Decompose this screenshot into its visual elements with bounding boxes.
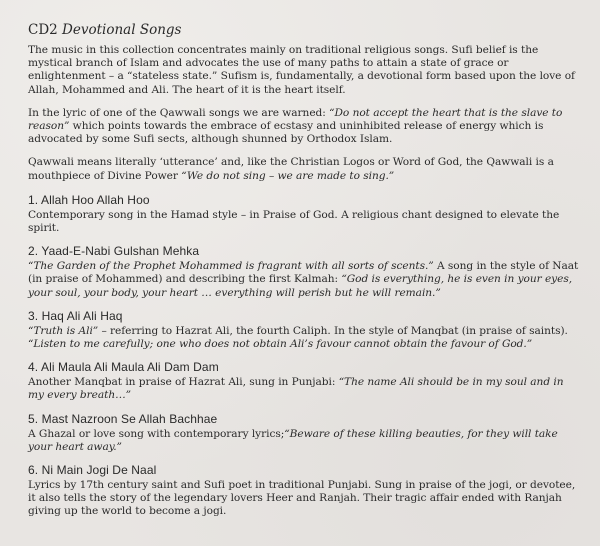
- section-title: Devotional Songs: [62, 22, 182, 38]
- track-6: [28, 463, 580, 519]
- track-description: [28, 325, 580, 351]
- track-title: 4. Ali Maula Ali Maula Ali Dam Dam: [28, 360, 219, 375]
- track-title: 1. Allah Hoo Allah Hoo: [28, 192, 150, 207]
- section-heading: [28, 22, 580, 39]
- intro-paragraph-2-text-a: In the lyric of one of the Qawwali songs we are warned:: [28, 106, 330, 119]
- track-description: [28, 376, 580, 402]
- track-1: [28, 193, 580, 235]
- track-description-text: Contemporary song in the Hamad style – in Praise of God. A religious chant designed to elevate the spirit.: [28, 208, 560, 235]
- track-title: 3. Haq Ali Ali Haq: [28, 308, 123, 323]
- track-4: [28, 360, 580, 402]
- intro-paragraph-2: [28, 107, 580, 147]
- track-title: 5. Mast Nazroon Se Allah Bachhae: [28, 411, 218, 426]
- track-description-text: A Ghazal or love song with contemporary lyrics;: [28, 427, 285, 440]
- track-description-text: – referring to Hazrat Ali, the fourth Caliph. In the style of Manqbat (in praise of saints).: [98, 324, 568, 337]
- track-description: [28, 209, 580, 235]
- intro-paragraph-3-quote: “We do not sing – we are made to sing.”: [181, 169, 395, 182]
- track-quote: “Beware of these killing beauties, for they will take your heart away.”: [28, 427, 558, 453]
- track-description: [28, 428, 580, 454]
- track-5: [28, 412, 580, 454]
- intro-paragraph-2-quote: “Do not accept the heart that is the slave to reason”: [28, 106, 563, 133]
- intro-paragraph-2-text-b: which points towards the embrace of ecstasy and uninhibited release of energy which is advocated by some Sufi sects, although shunned by Orthodox Islam.: [28, 120, 544, 146]
- track-description-text: A song in the style of Naat (in praise of Mohammed) and describing the first Kalmah:: [28, 260, 579, 286]
- track-description: [28, 479, 580, 519]
- track-2: [28, 244, 580, 300]
- track-3: [28, 309, 580, 351]
- track-title: 6. Ni Main Jogi De Naal: [28, 463, 157, 478]
- track-title: 2. Yaad-E-Nabi Gulshan Mehka: [28, 244, 200, 259]
- track-quote: “The Garden of the Prophet Mohammed is fragrant with all sorts of scents.”: [28, 260, 434, 273]
- track-quote: “Listen to me carefully; one who does not obtain Ali’s favour cannot obtain the favour of God.”: [28, 338, 533, 351]
- cd-label: CD2: [28, 22, 58, 38]
- intro-paragraph-3: [28, 156, 580, 182]
- track-quote: “God is everything, he is even in your eyes, your soul, your body, your heart … everything will perish but he will remain.”: [28, 273, 573, 299]
- intro-paragraph-1: The music in this collection concentrates mainly on traditional religious songs. Sufi belief is the mystical branch of Islam and advocates the use of many paths to attain a state of grace or enlightenment – a “stateless state.” Sufism is, fundamentally, a devotional form based upon the love of Allah, Mohammed and Ali. The heart of it is the heart itself.: [28, 44, 575, 96]
- track-description-text: Another Manqbat in praise of Hazrat Ali, sung in Punjabi:: [28, 376, 339, 389]
- track-description-text: Lyrics by 17th century saint and Sufi poet in traditional Punjabi. Sung in praise of the jogi, or devotee, it also tells the story of the legendary lovers Heer and Ranjah. Their tragic affair ended with Ranjah giving up the world to become a jogi.: [28, 479, 576, 518]
- track-quote: “Truth is Ali”: [28, 324, 99, 337]
- track-quote: “The name Ali should be in my soul and in my every breath…”: [28, 376, 564, 402]
- intro-paragraph-3-text: Qawwali means literally ‘utterance’ and, like the Christian Logos or Word of God, the Qawwali is a mouthpiece of Divine Power: [28, 156, 554, 182]
- track-description: [28, 260, 580, 300]
